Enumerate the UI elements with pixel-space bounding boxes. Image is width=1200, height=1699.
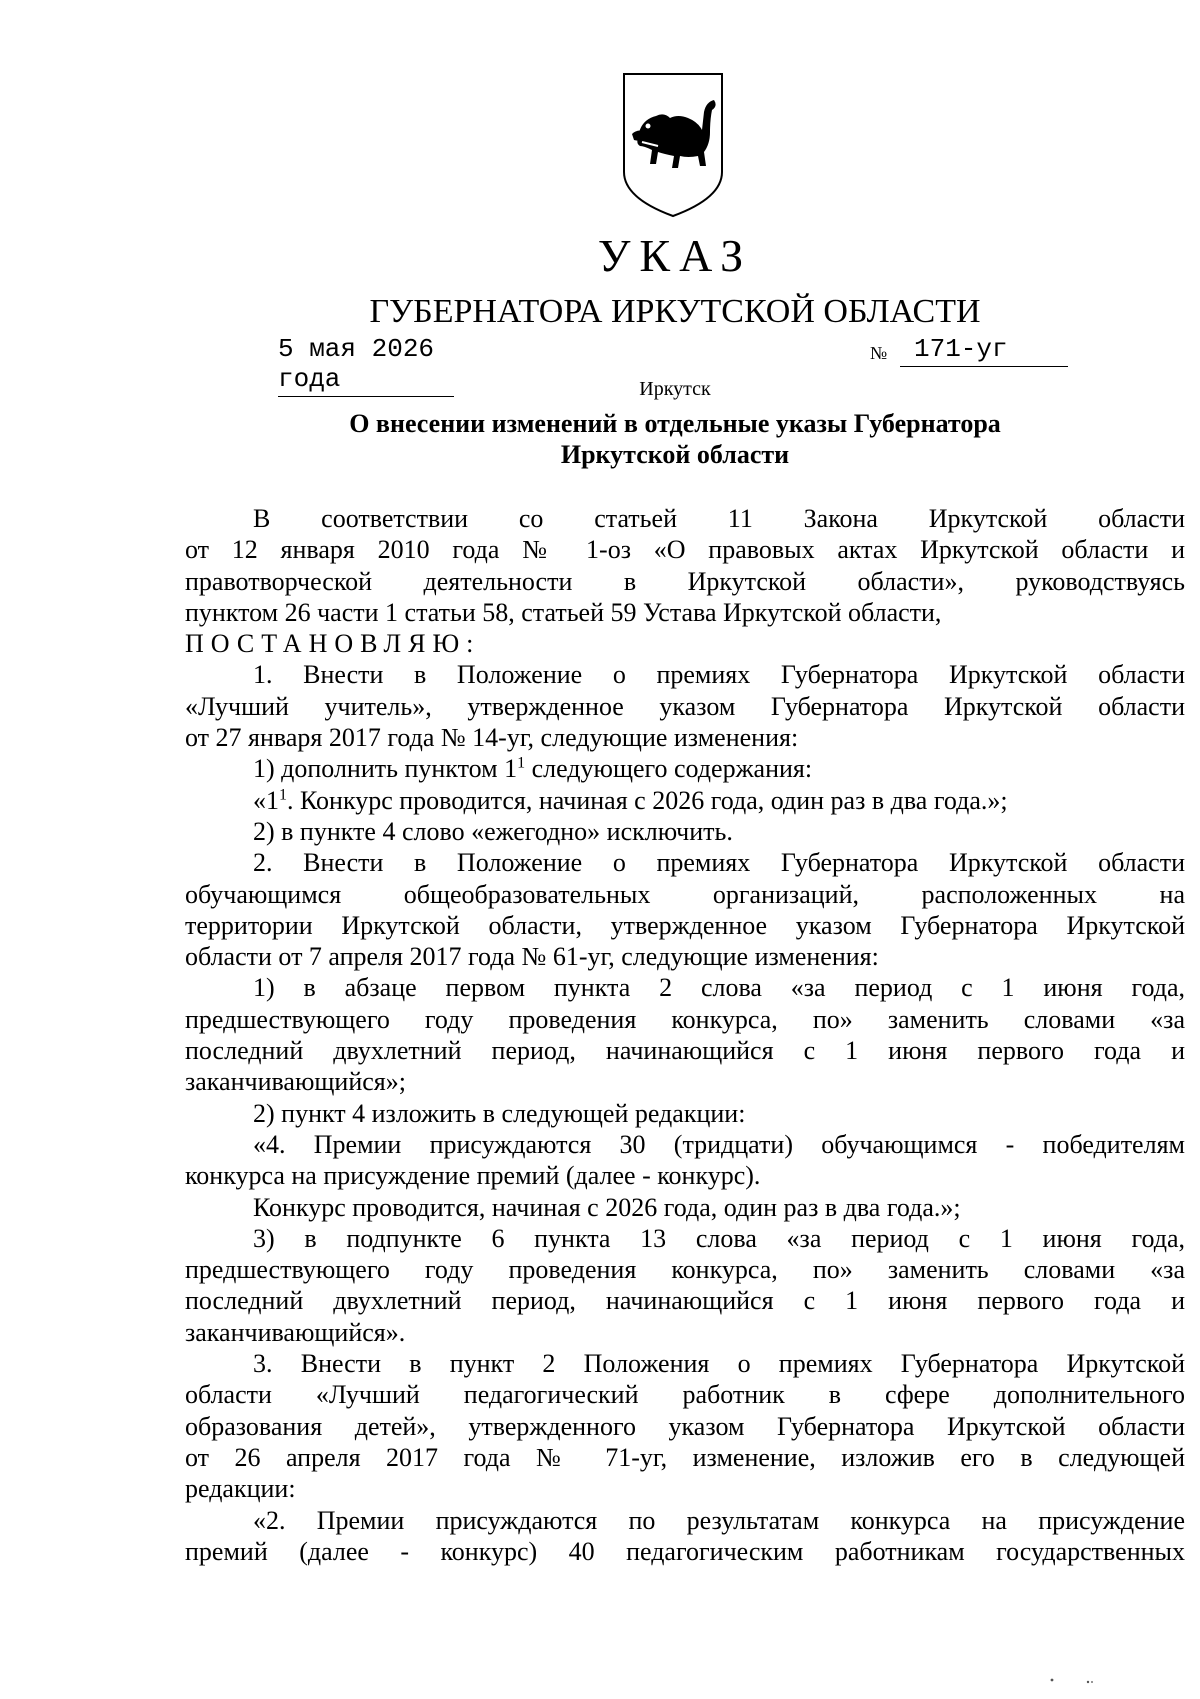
body-line: от 12 января 2010 года № 1-оз «О правовых актах Иркутской области и: [185, 535, 1185, 565]
body-line: заканчивающийся».: [185, 1317, 406, 1347]
document-number: 171-уг: [900, 334, 1068, 367]
document-body: [185, 503, 1185, 1567]
body-line: заканчивающийся»;: [185, 1067, 406, 1097]
document-city: Иркутск: [639, 378, 711, 400]
body-line: [185, 753, 1185, 784]
superscript: 1: [279, 786, 287, 804]
body-line: редакции:: [185, 1474, 296, 1504]
body-line: «2. Премии присуждаются по результатам конкурса на присуждение: [253, 1505, 1185, 1535]
body-line: конкурса на присуждение премий (далее - конкурс).: [185, 1161, 761, 1191]
heading-line: О внесении изменений в отдельные указы Губернатора: [349, 409, 1001, 438]
body-line: от 27 января 2017 года № 14-уг, следующие изменения:: [185, 723, 799, 753]
body-line: последний двухлетний период, начинающийся с 1 июня первого года и: [185, 1286, 1185, 1316]
body-line: 1) в абзаце первом пункта 2 слова «за период с 1 июня года,: [253, 973, 1185, 1003]
body-line: «4. Премии присуждаются 30 (тридцати) обучающимся - победителям: [253, 1129, 1185, 1159]
irkutsk-coat-of-arms-icon: [618, 72, 728, 220]
body-line: области от 7 апреля 2017 года № 61-уг, следующие изменения:: [185, 942, 879, 972]
body-line: «Лучший учитель», утвержденное указом Губернатора Иркутской области: [185, 691, 1185, 721]
number-sign: №: [870, 343, 888, 363]
body-line: 2) в пункте 4 слово «ежегодно» исключить.: [253, 816, 733, 846]
body-text: . Конкурс проводится, начиная с 2026 года, один раз в два года.»;: [287, 785, 1008, 815]
body-line: предшествующего году проведения конкурса, по» заменить словами «за: [185, 1004, 1185, 1034]
body-line: предшествующего году проведения конкурса, по» заменить словами «за: [185, 1255, 1185, 1285]
body-text: следующего содержания:: [525, 754, 813, 784]
body-line: области «Лучший педагогический работник в сфере дополнительного: [185, 1380, 1185, 1410]
body-line: пунктом 26 части 1 статьи 58, статьей 59 Устава Иркутской области,: [185, 597, 942, 627]
body-line: от 26 апреля 2017 года № 71-уг, изменение, изложив его в следующей: [185, 1442, 1185, 1472]
document-issuer: ГУБЕРНАТОРА ИРКУТСКОЙ ОБЛАСТИ: [369, 293, 981, 330]
body-line: образования детей», утвержденного указом Губернатора Иркутской области: [185, 1411, 1185, 1441]
body-line: 1. Внести в Положение о премиях Губернатора Иркутской области: [253, 660, 1185, 690]
heading-line: Иркутской области: [560, 440, 790, 469]
document-date: 5 мая 2026 года: [278, 334, 454, 397]
body-line: 2) пункт 4 изложить в следующей редакции:: [253, 1098, 746, 1128]
document-title: УКАЗ: [597, 230, 753, 281]
body-line: обучающимся общеобразовательных организаций, расположенных на: [185, 879, 1185, 909]
body-line: правотворческой деятельности в Иркутской области», руководствуясь: [185, 566, 1185, 596]
body-text: «1: [253, 785, 279, 815]
scan-noise-marks: [1048, 1676, 1108, 1686]
body-line: В соответствии со статьей 11 Закона Иркутской области: [253, 504, 1185, 533]
body-line: премий (далее - конкурс) 40 педагогическим работникам государственных: [185, 1536, 1185, 1566]
body-line: 3. Внести в пункт 2 Положения о премиях Губернатора Иркутской: [253, 1349, 1185, 1379]
superscript: 1: [517, 754, 526, 772]
document-heading: [290, 408, 1060, 470]
body-line: последний двухлетний период, начинающийся с 1 июня первого года и: [185, 1036, 1185, 1066]
body-line: территории Иркутской области, утвержденное указом Губернатора Иркутской: [185, 910, 1185, 940]
body-line: Конкурс проводится, начиная с 2026 года, один раз в два года.»;: [253, 1192, 961, 1222]
body-line: [185, 785, 1185, 816]
body-line: 3) в подпункте 6 пункта 13 слова «за период с 1 июня года,: [253, 1223, 1185, 1253]
body-line: 2. Внести в Положение о премиях Губернатора Иркутской области: [253, 848, 1185, 878]
body-text: 1) дополнить пунктом 1: [253, 754, 518, 784]
decree-word: ПОСТАНОВЛЯЮ:: [185, 629, 481, 659]
